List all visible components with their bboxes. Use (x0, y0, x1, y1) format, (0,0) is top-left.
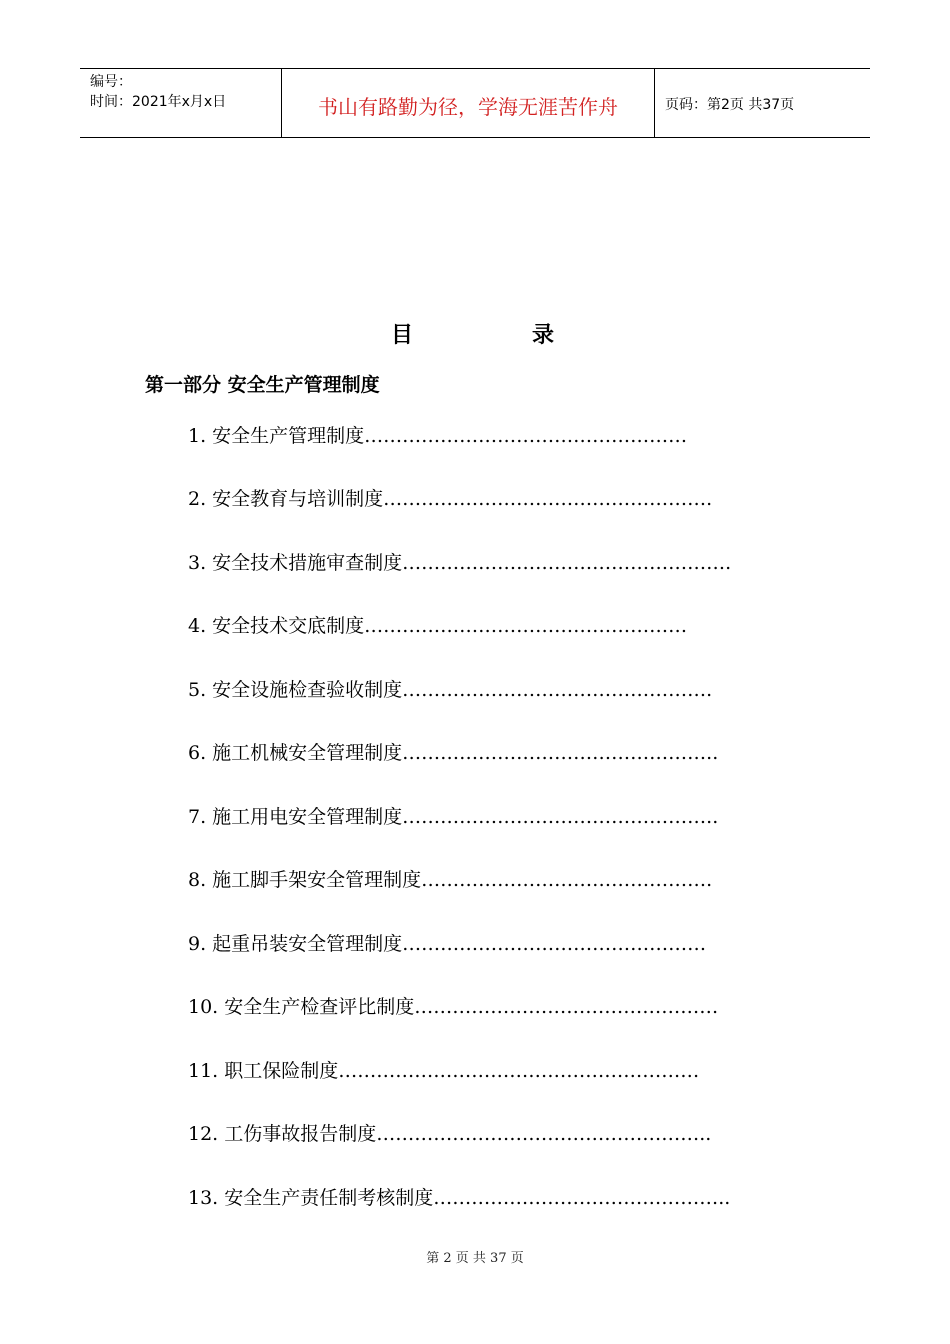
header-left-cell (80, 69, 282, 137)
toc-item: 2. 安全教育与培训制度……………………………………………. (188, 488, 713, 510)
toc-item: 6. 施工机械安全管理制度………………………………………….. (188, 742, 719, 764)
toc-title-char-1: 目 (391, 323, 414, 348)
document-time-label: 时间：2021年x月x日 (90, 94, 227, 110)
toc-title-char-2: 录 (532, 323, 555, 348)
document-number-label: 编号： (90, 74, 132, 90)
toc-item: 7. 施工用电安全管理制度………………………………………….. (188, 806, 719, 828)
toc-item: 3. 安全技术措施审查制度……………………………………………. (188, 552, 732, 574)
toc-item: 10. 安全生产检查评比制度………………………………………… (188, 996, 719, 1018)
toc-item: 9. 起重吊装安全管理制度………………………………………… (188, 933, 707, 955)
header-motto: 书山有路勤为径，学海无涯苦作舟 (318, 95, 618, 119)
toc-item: 4. 安全技术交底制度…………………………………………… (188, 615, 688, 637)
toc-item: 11. 职工保险制度………………………………………………… (188, 1060, 700, 1082)
header-page-label: 页码：第2页 共37页 (665, 97, 795, 113)
part-title: 第一部分 安全生产管理制度 (145, 374, 380, 396)
header-table (80, 68, 870, 138)
toc-item: 12. 工伤事故报告制度…………………………………………….. (188, 1123, 712, 1145)
toc-item: 1. 安全生产管理制度…………………………………………… (188, 425, 688, 447)
header-right-cell (655, 69, 870, 137)
toc-item: 8. 施工脚手架安全管理制度………………………………………. (188, 869, 713, 891)
toc-item: 13. 安全生产责任制考核制度……………………………………….. (188, 1187, 731, 1209)
page-footer: 第 2 页 共 37 页 (426, 1251, 524, 1266)
header-middle-cell (282, 69, 655, 137)
toc-item: 5. 安全设施检查验收制度…………………………………………. (188, 679, 713, 701)
